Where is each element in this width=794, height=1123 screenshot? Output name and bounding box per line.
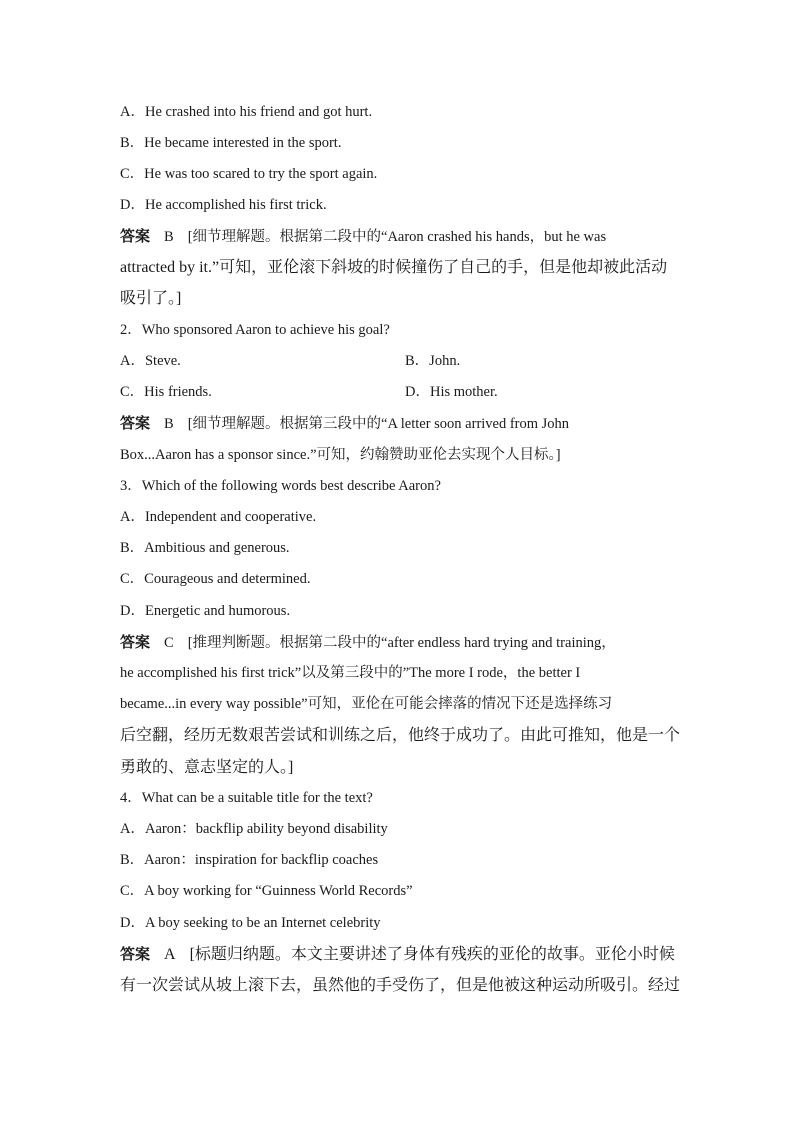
q2-options-row-2 [120,377,676,408]
q3-question: 3．Which of the following words best describe Aaron? [120,478,441,494]
q2-option-b: B．John. [405,353,461,369]
q1-option-a: A．He crashed into his friend and got hurt. [120,104,373,120]
q1-explanation-line-3: 吸引了。] [120,290,182,307]
q3-answer-label: 答案 [120,633,151,651]
q3-explanation-line-2: he accomplished his first trick”以及第三段中的”The more I rode，the better I [120,665,581,681]
q1-option-c: C．He was too scared to try the sport again. [120,166,378,182]
q3-option-a: A．Independent and cooperative. [120,509,317,525]
q2-answer-label: 答案 [120,414,151,432]
q4-question: 4．What can be a suitable title for the text? [120,790,373,806]
q4-answer-letter: A [164,946,176,963]
q4-option-d: D．A boy seeking to be an Internet celebrity [120,915,381,931]
q4-answer-line [120,939,676,970]
q3-answer-letter: C [164,635,174,651]
q1-explanation-line-2: attracted by it.”可知，亚伦滚下斜坡的时候撞伤了自己的手，但是他却被此活动 [120,259,668,276]
q4-option-a: A．Aaron：backflip ability beyond disability [120,821,388,837]
q3-option-d: D．Energetic and humorous. [120,603,291,619]
q4-explanation-line-2: 有一次尝试从坡上滚下去，虽然他的手受伤了，但是他被这种运动所吸引。经过 [120,977,681,994]
q1-option-d: D．He accomplished his first trick. [120,197,327,213]
q3-option-c: C．Courageous and determined. [120,571,311,587]
q2-option-d: D．His mother. [405,384,498,400]
q2-options-row-1 [120,346,676,377]
q1-answer-line [120,221,676,253]
q4-option-b: B．Aaron：inspiration for backflip coaches [120,852,379,868]
q2-answer-line [120,408,676,440]
q3-explanation-line-4: 后空翻，经历无数艰苦尝试和训练之后，他终于成功了。由此可推知，他是一个 [120,727,681,744]
q3-explanation-line-1: [推理判断题。根据第二段中的“after endless hard trying and training， [187,635,616,651]
q2-option-c: C．His friends. [120,384,212,400]
q1-answer-letter: B [164,229,174,245]
q2-question: 2．Who sponsored Aaron to achieve his goal? [120,322,390,338]
q3-explanation-line-5: 勇敢的、意志坚定的人。] [120,759,294,776]
q2-option-a: A．Steve. [120,353,181,369]
q3-explanation-line-3: became...in every way possible”可知，亚伦在可能会摔落的情况下还是选择练习 [120,696,613,712]
q4-explanation-line-1: [标题归纳题。本文主要讲述了身体有残疾的亚伦的故事。亚伦小时候 [189,946,675,963]
q4-answer-label: 答案 [120,945,151,963]
q1-option-b: B．He became interested in the sport. [120,135,342,151]
q2-answer-letter: B [164,416,174,432]
q2-explanation-line-1: [细节理解题。根据第三段中的“A letter soon arrived from John [187,416,570,432]
q4-option-c: C．A boy working for “Guinness World Records” [120,883,413,899]
q1-answer-label: 答案 [120,227,151,245]
q3-answer-line [120,627,676,659]
q3-option-b: B．Ambitious and generous. [120,540,290,556]
q2-explanation-line-2: Box...Aaron has a sponsor since.”可知，约翰赞助亚伦去实现个人目标。] [120,447,561,463]
q1-explanation-line-1: [细节理解题。根据第二段中的“Aaron crashed his hands，but he was [187,229,607,245]
